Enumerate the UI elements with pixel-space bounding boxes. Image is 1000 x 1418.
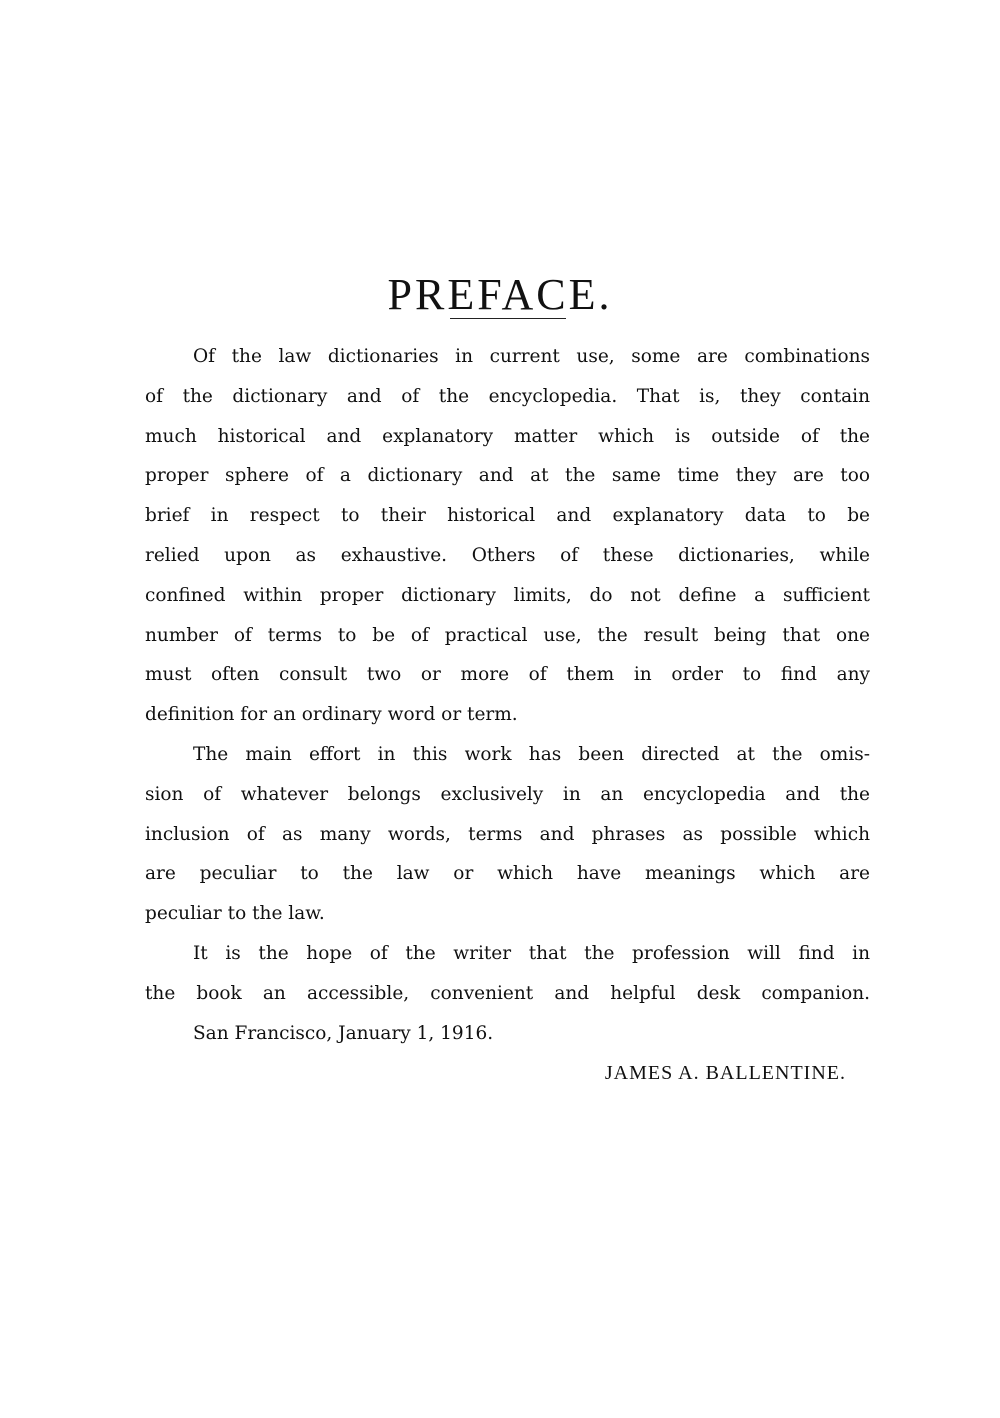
text-line: proper sphere of a dictionary and at the same time they are too — [145, 465, 870, 487]
title-divider — [450, 318, 566, 319]
preface-body — [145, 343, 870, 1099]
text-line: The main effort in this work has been directed at the omis- — [193, 743, 870, 765]
paragraph-2 — [145, 741, 870, 940]
text-line: relied upon as exhaustive. Others of these dictionaries, while — [145, 544, 870, 566]
page-title: PREFACE. — [387, 270, 613, 320]
text-line: inclusion of as many words, terms and phrases as possible which — [145, 823, 870, 845]
text-line: It is the hope of the writer that the profession will find in — [193, 942, 870, 964]
dateline: San Francisco, January 1, 1916. — [193, 1022, 494, 1044]
text-line: Of the law dictionaries in current use, some are combinations — [193, 346, 870, 367]
author-signature: JAMES A. BALLENTINE. — [604, 1062, 846, 1085]
paragraph-1 — [145, 343, 870, 741]
text-line: much historical and explanatory matter which is outside of the — [145, 425, 870, 447]
text-line: must often consult two or more of them in order to find any — [145, 664, 870, 686]
text-line: brief in respect to their historical and explanatory data to be — [145, 505, 870, 527]
text-line: of the dictionary and of the encyclopedia. That is, they contain — [145, 385, 870, 407]
text-line: confined within proper dictionary limits, do not define a sufficient — [145, 584, 870, 606]
text-line: the book an accessible, convenient and helpful desk companion. — [145, 982, 870, 1004]
text-line: definition for an ordinary word or term. — [145, 704, 518, 726]
text-line: number of terms to be of practical use, the result being that one — [145, 624, 870, 646]
paragraph-3 — [145, 940, 870, 1020]
text-line: peculiar to the law. — [145, 903, 325, 925]
text-line: are peculiar to the law or which have meanings which are — [145, 863, 870, 885]
text-line: sion of whatever belongs exclusively in an encyclopedia and the — [145, 783, 870, 805]
